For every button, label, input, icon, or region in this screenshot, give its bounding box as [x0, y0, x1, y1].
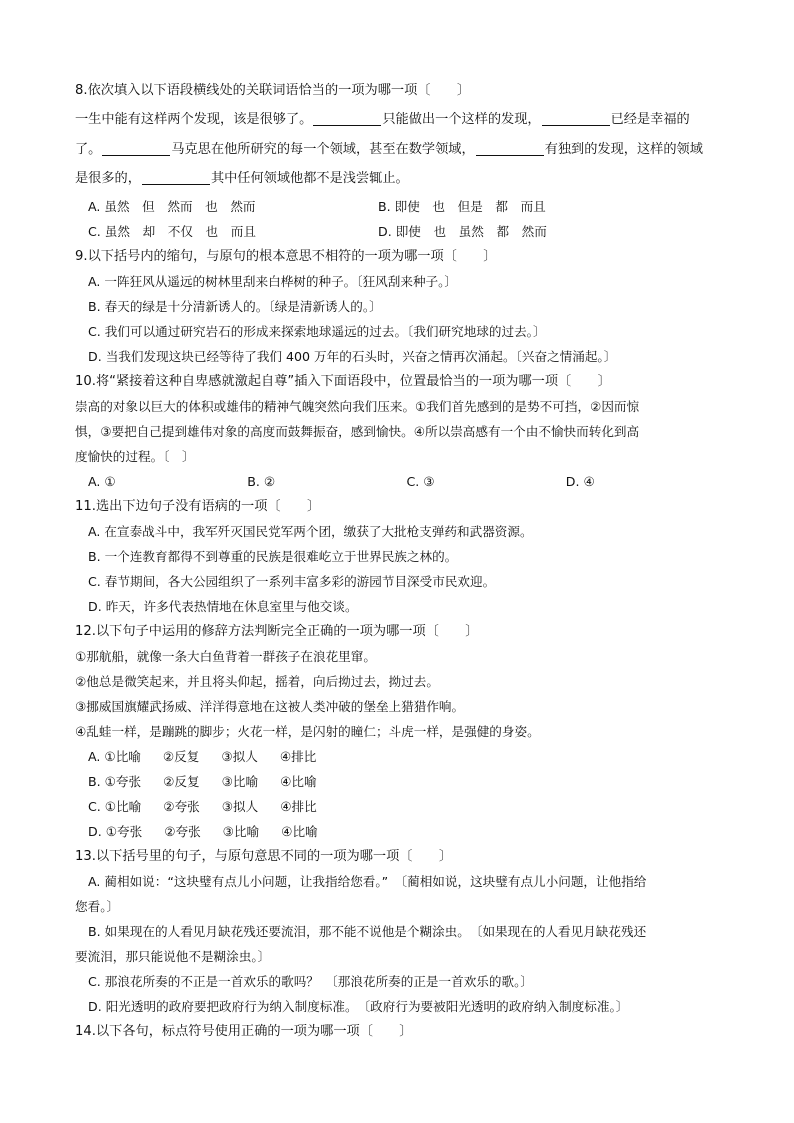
blank-5[interactable]	[142, 169, 210, 185]
option-8-a[interactable]: A. 虽然 但 然而 也 然而	[88, 198, 256, 214]
question-12-sentence-1: ①那航船，就像一条大白鱼背着一群孩子在浪花里窜。	[75, 648, 376, 664]
option-10-d[interactable]: D. ④	[565, 473, 595, 489]
question-10-passage-line-1: 崇高的对象以巨大的体积或雄伟的精神气魄突然向我们压来。①我们首先感到的是势不可挡，②因而惊	[75, 398, 640, 414]
option-11-c[interactable]: C. 春节期间，各大公园组织了一系列丰富多彩的游园节目深受市民欢迎。	[88, 573, 496, 589]
option-13-b[interactable]: B. 如果现在的人看见月缺花残还要流泪，那不能不说他是个糊涂虫。 〔如果现在的人看见月缺花残还 要流泪，那只能说他不是糊涂虫。〕	[75, 923, 647, 964]
question-8-stem: 8.依次填入以下语段横线处的关联词语恰当的一项为哪一项〔 〕	[75, 83, 471, 98]
question-11-stem: 11.选出下边句子没有语病的一项〔 〕	[75, 498, 321, 514]
question-8-options-row-1	[75, 194, 725, 219]
blank-3[interactable]	[102, 140, 170, 156]
option-12-a[interactable]: A. ①比喻 ②反复 ③拟人 ④排比	[88, 748, 317, 764]
option-9-c[interactable]: C. 我们可以通过研究岩石的形成来探索地球遥远的过去。〔我们研究地球的过去。〕	[88, 323, 546, 339]
option-13-c[interactable]: C. 那浪花所奏的不正是一首欢乐的歌吗？ 〔那浪花所奏的正是一首欢乐的歌。〕	[88, 973, 533, 989]
question-8-options-row-2	[75, 219, 725, 244]
option-9-d[interactable]: D. 当我们发现这块已经等待了我们 400 万年的石头时，兴奋之情再次涌起。〔兴奋之情涌起。〕	[88, 348, 617, 364]
exam-page	[75, 78, 725, 1044]
question-12-stem: 12.以下句子中运用的修辞方法判断完全正确的一项为哪一项〔 〕	[75, 623, 479, 639]
question-10-stem: 10.将“紧接着这种自卑感就激起自尊”插入下面语段中，位置最恰当的一项为哪一项〔 〕	[75, 373, 611, 389]
blank-2[interactable]	[542, 110, 610, 126]
question-10-passage-line-2: 惧，③要把自己提到雄伟对象的高度而鼓舞振奋，感到愉快。④所以崇高感有一个由不愉快而转化到高	[75, 423, 640, 439]
option-10-a[interactable]: A. ①	[88, 473, 116, 489]
option-8-b[interactable]: B. 即使 也 但是 都 而且	[378, 198, 546, 214]
option-10-c[interactable]: C. ③	[406, 473, 435, 489]
question-13-stem: 13.以下括号里的句子，与原句意思不同的一项为哪一项〔 〕	[75, 848, 453, 864]
question-12-sentence-3: ③挪威国旗耀武扬威、洋洋得意地在这被人类冲破的堡垒上猎猎作响。	[75, 698, 465, 714]
option-9-b[interactable]: B. 春天的绿是十分清新诱人的。〔绿是清新诱人的。〕	[88, 298, 382, 314]
option-12-c[interactable]: C. ①比喻 ②夸张 ③拟人 ④排比	[88, 798, 317, 814]
question-10-passage-line-3: 度愉快的过程。〔 〕	[75, 448, 195, 464]
option-8-c[interactable]: C. 虽然 却 不仅 也 而且	[88, 223, 256, 239]
blank-4[interactable]	[476, 140, 544, 156]
question-12-sentence-2: ②他总是微笑起来，并且将头仰起，摇着，向后拗过去，拗过去。	[75, 673, 439, 689]
option-8-d[interactable]: D. 即使 也 虽然 都 然而	[378, 223, 547, 239]
question-9-stem: 9.以下括号内的缩句，与原句的根本意思不相符的一项为哪一项〔 〕	[75, 248, 497, 264]
option-13-d[interactable]: D. 阳光透明的政府要把政府行为纳入制度标准。 〔政府行为要被阳光透明的政府纳入制度标准。〕	[88, 998, 629, 1014]
option-11-b[interactable]: B. 一个连教育都得不到尊重的民族是很难屹立于世界民族之林的。	[88, 548, 458, 564]
option-13-a[interactable]: A. 蔺相如说：“这块璧有点儿小问题，让我指给您看。” 〔蔺相如说，这块璧有点儿小问题，让他指给 您看。〕	[75, 873, 647, 914]
option-11-d[interactable]: D. 昨天，许多代表热情地在休息室里与他交谈。	[88, 598, 358, 614]
option-10-b[interactable]: B. ②	[247, 473, 276, 489]
option-9-a[interactable]: A. 一阵狂风从遥远的树林里刮来白桦树的种子。〔狂风刮来种子。〕	[88, 273, 458, 289]
question-14-stem: 14.以下各句，标点符号使用正确的一项为哪一项〔 〕	[75, 1023, 413, 1039]
option-11-a[interactable]: A. 在宣泰战斗中，我军歼灭国民党军两个团，缴获了大批枪支弹药和武器资源。	[88, 523, 533, 539]
question-8-passage: 一生中能有这样两个发现，该是很够了。 只能做出一个这样的发现， 已经是幸福的 了。 马克思在他所研究的每一个领域，甚至在数学领域， 有独到的发现，这样的领域 是很多的， 其中任何领域他都不是浅尝辄止。	[75, 112, 703, 186]
question-12-sentence-4: ④乱蛙一样，是蹦跳的脚步；火花一样，是闪射的瞳仁；斗虎一样，是强健的身姿。	[75, 723, 540, 739]
option-12-d[interactable]: D. ①夸张 ②夸张 ③比喻 ④比喻	[88, 823, 318, 839]
option-12-b[interactable]: B. ①夸张 ②反复 ③比喻 ④比喻	[88, 773, 317, 789]
blank-1[interactable]	[313, 110, 381, 126]
question-10-options	[75, 469, 725, 494]
